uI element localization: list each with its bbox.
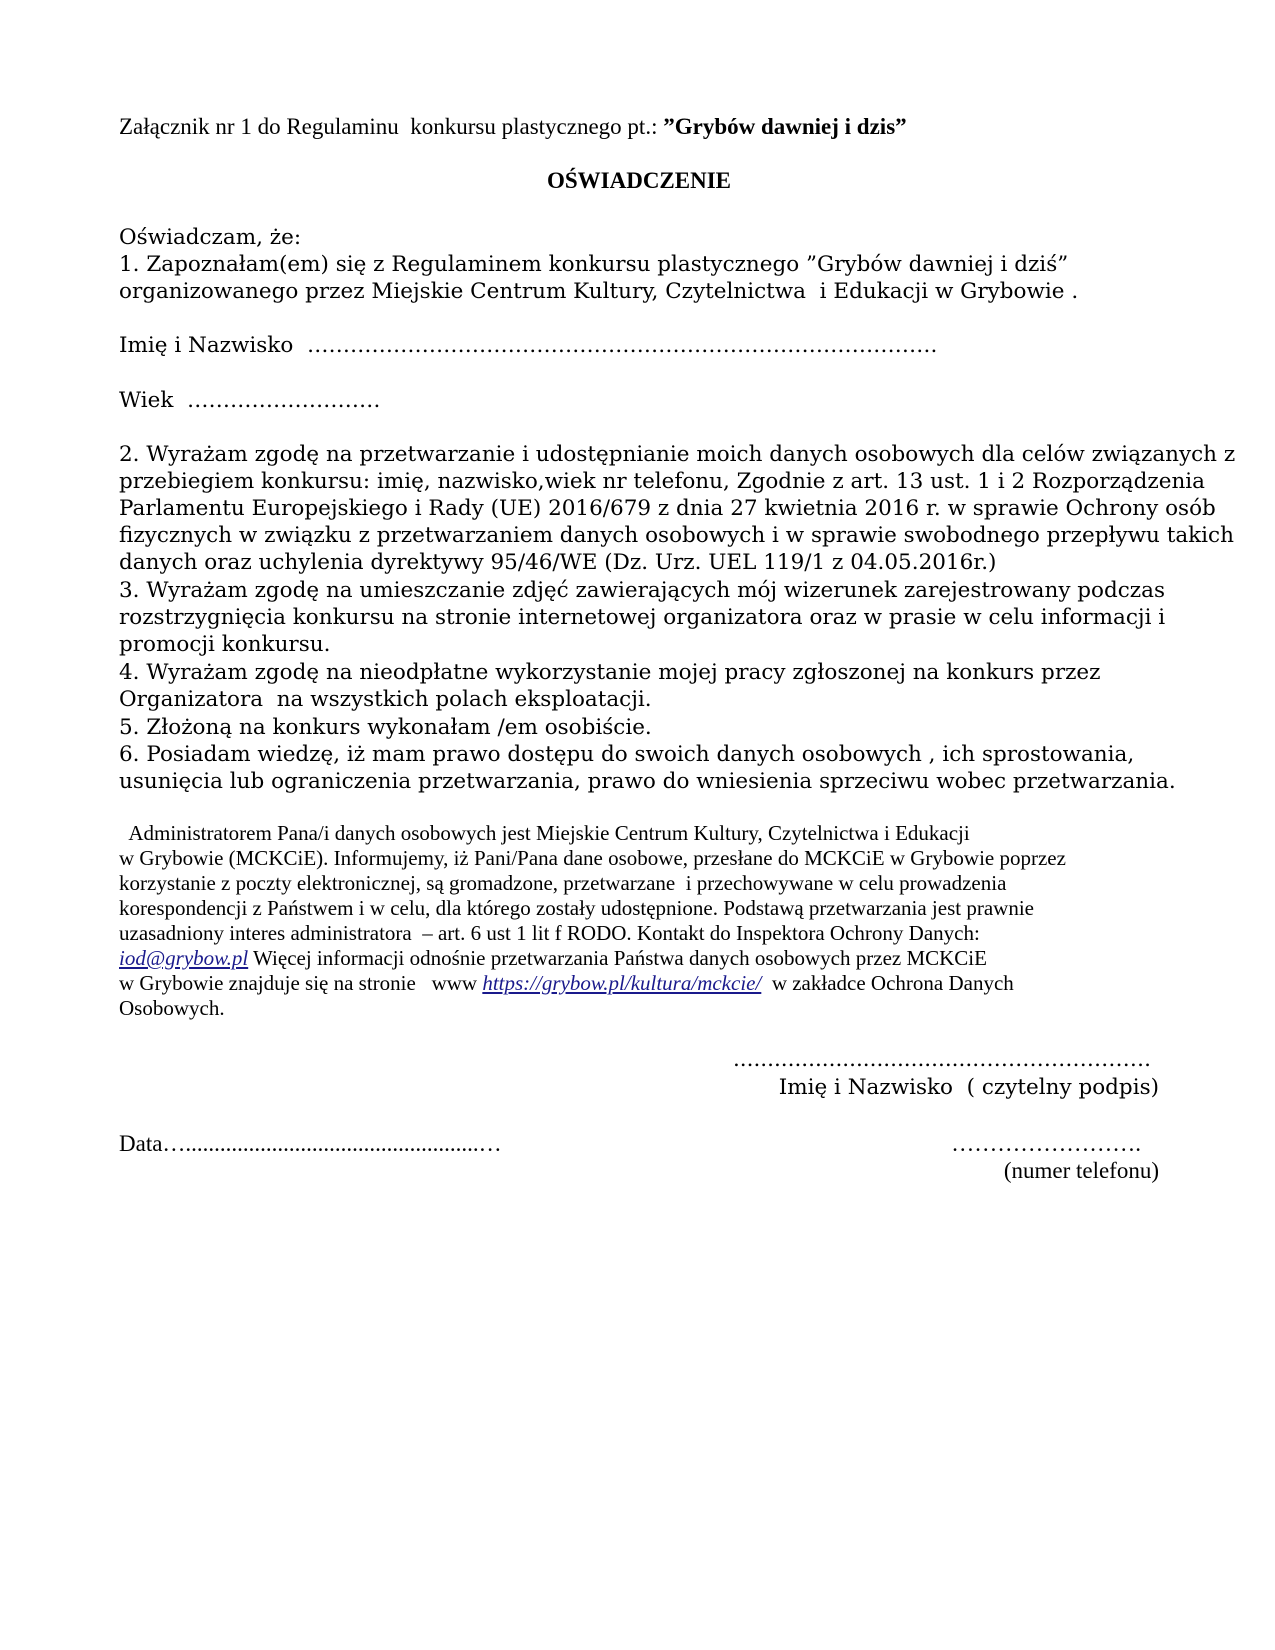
phone-dots[interactable]: ……………………. bbox=[951, 1131, 1141, 1156]
email-link[interactable]: iod@grybow.pl bbox=[119, 946, 249, 970]
point-1-line: organizowanego przez Miejskie Centrum Kultury, Czytelnictwa i Edukacji w Grybowie . bbox=[119, 279, 1079, 304]
contest-title: ”Grybów dawniej i dzis” bbox=[663, 114, 907, 139]
consent-line: przebiegiem konkursu: imię, nazwisko,wiek nr telefonu, Zgodnie z art. 13 ust. 1 i 2 Rozporządzenia bbox=[119, 469, 1205, 494]
age-field[interactable] bbox=[119, 387, 381, 415]
rodo-line: Administratorem Pana/i danych osobowych jest Miejskie Centrum Kultury, Czytelnictwa i Edukacji bbox=[119, 821, 970, 845]
consent-line: Organizatora na wszystkich polach eksploatacji. bbox=[119, 687, 652, 712]
website-link[interactable]: https://grybow.pl/kultura/mckcie/ bbox=[482, 971, 762, 995]
rodo-text: w Grybowie znajduje się na stronie www bbox=[119, 971, 483, 995]
rodo-line: w Grybowie (MCKCiE). Informujemy, iż Pani/Pana dane osobowe, przesłane do MCKCiE w Grybowie poprzez bbox=[119, 846, 1066, 870]
consent-line: 2. Wyrażam zgodę na przetwarzanie i udostępnianie moich danych osobowych dla celów związanych z bbox=[119, 442, 1236, 467]
rodo-text: w zakładce Ochrona Danych bbox=[761, 971, 1014, 995]
age-dots[interactable]: ……………………… bbox=[187, 388, 381, 413]
consent-line: 5. Złożoną na konkurs wykonałam /em osobiście. bbox=[119, 715, 652, 740]
consent-line: Parlamentu Europejskiego i Rady (UE) 2016/679 z dnia 27 kwietnia 2016 r. w sprawie Ochrony osób bbox=[119, 496, 1216, 521]
rodo-line: uzasadniony interes administratora – art. 6 ust 1 lit f RODO. Kontakt do Inspektora Ochrony Danych: bbox=[119, 921, 980, 945]
annex-prefix: Załącznik nr 1 do Regulaminu konkursu plastycznego pt.: bbox=[119, 114, 664, 139]
document-heading: OŚWIADCZENIE bbox=[546, 168, 732, 193]
consent-line: 6. Posiadam wiedzę, iż mam prawo dostępu do swoich danych osobowych , ich sprostowania, bbox=[119, 742, 1135, 767]
rodo-line: korespondencji z Państwem i w celu, dla którego zostały udostępnione. Podstawą przetwarzania jest prawnie bbox=[119, 896, 1034, 920]
consent-line: danych oraz uchylenia dyrektywy 95/46/WE (Dz. Urz. UEL 119/1 z 04.05.2016r.) bbox=[119, 550, 997, 575]
consent-line: 4. Wyrażam zgodę na nieodpłatne wykorzystanie mojej pracy zgłoszonej na konkurs przez bbox=[119, 660, 1101, 685]
consent-line: usunięcia lub ograniczenia przetwarzania, prawo do wniesienia sprzeciwu wobec przetwarzania. bbox=[119, 769, 1176, 794]
intro-text: Oświadczam, że: bbox=[119, 225, 302, 250]
date-label: Data bbox=[119, 1131, 163, 1156]
rodo-line bbox=[119, 970, 1014, 997]
name-label: Imię i Nazwisko bbox=[119, 333, 307, 358]
name-field[interactable] bbox=[119, 332, 937, 360]
rodo-line bbox=[119, 945, 987, 972]
consent-line: fizycznych w związku z przetwarzaniem danych osobowych i w sprawie swobodnego przepływu takich bbox=[119, 523, 1234, 548]
date-dots[interactable]: …...................................................… bbox=[162, 1131, 502, 1156]
consent-line: 3. Wyrażam zgodę na umieszczanie zdjęć zawierających mój wizerunek zarejestrowany podczas bbox=[119, 578, 1165, 603]
signature-label: Imię i Nazwisko ( czytelny podpis) bbox=[778, 1075, 1159, 1100]
name-dots[interactable]: ……………………………………………………………………………. bbox=[306, 333, 938, 358]
rodo-line: korzystanie z poczty elektronicznej, są gromadzone, przetwarzane i przechowywane w celu prowadzenia bbox=[119, 871, 1007, 895]
age-label: Wiek bbox=[119, 388, 188, 413]
point-1-line: 1. Zapoznałam(em) się z Regulaminem konkursu plastycznego ”Grybów dawniej i dziś” bbox=[119, 252, 1069, 277]
consent-line: rozstrzygnięcia konkursu na stronie internetowej organizatora oraz w prasie w celu informacji i bbox=[119, 605, 1166, 630]
rodo-line: Osobowych. bbox=[119, 996, 225, 1020]
signature-dots[interactable]: ...................................……………………. bbox=[732, 1047, 1151, 1072]
phone-label: (numer telefonu) bbox=[1003, 1158, 1159, 1183]
rodo-text: Więcej informacji odnośnie przetwarzania Państwa danych osobowych przez MCKCiE bbox=[248, 946, 987, 970]
annex-header bbox=[119, 113, 907, 141]
consent-line: promocji konkursu. bbox=[119, 632, 331, 657]
